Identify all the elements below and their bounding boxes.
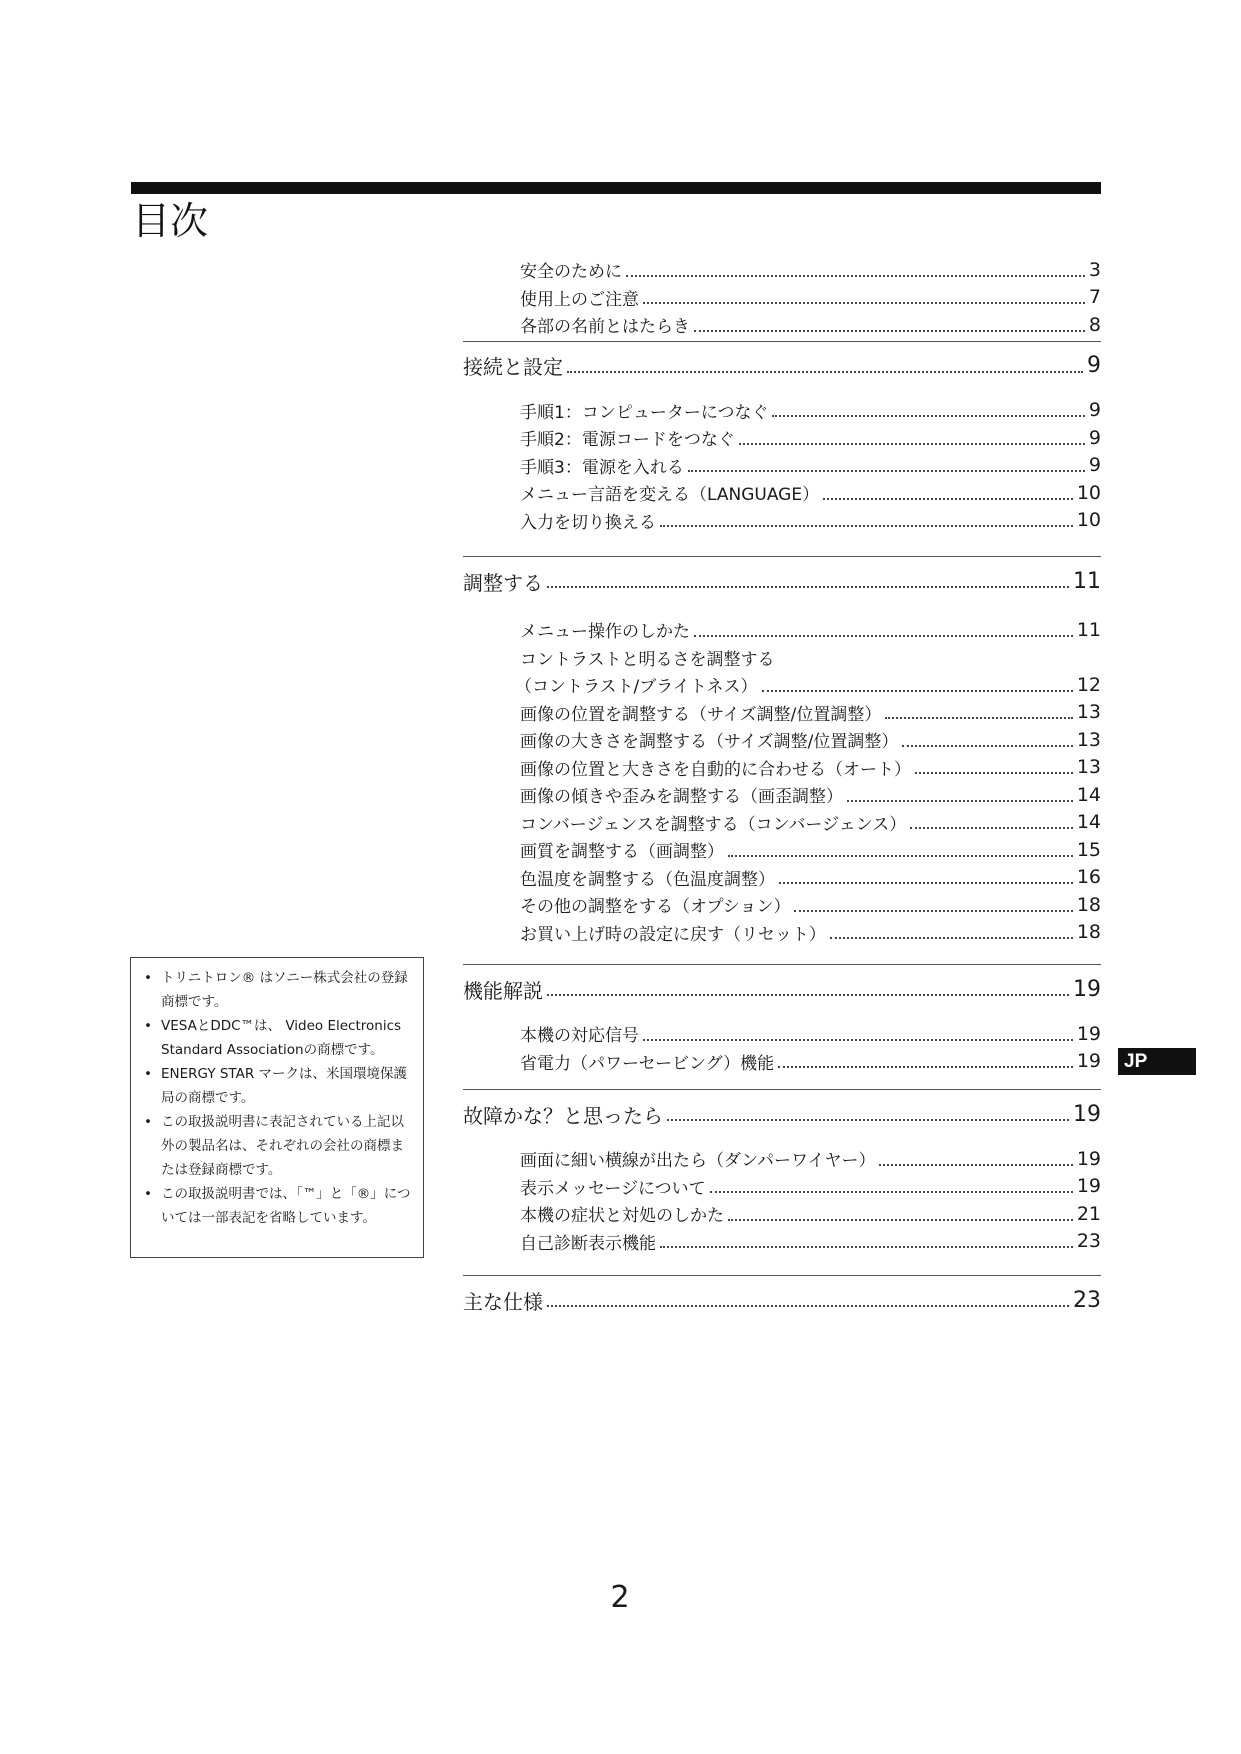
note-item: • VESAとDDC™は、 Video Electronics Standard Associationの商標です。 — [141, 1014, 413, 1062]
toc-entry[interactable] — [463, 1020, 1101, 1048]
toc-chapter-page: 19 — [1073, 1101, 1101, 1127]
toc-entry-label: 表示メッセージについて — [520, 1178, 706, 1199]
dot-leader — [847, 800, 1073, 802]
toc-chapter-label: 主な仕様 — [463, 1289, 543, 1314]
toc-entry[interactable] — [463, 836, 1101, 864]
toc-chapter-features[interactable] — [463, 970, 1101, 1008]
toc-specs-group — [463, 1275, 1101, 1319]
toc-trouble-group — [463, 1089, 1101, 1255]
toc-entry[interactable] — [463, 452, 1101, 480]
toc-entry-page: 9 — [1088, 426, 1101, 449]
toc-entry[interactable] — [463, 919, 1101, 947]
toc-entry-label: その他の調整をする（オプション） — [520, 897, 791, 918]
toc-entry-page: 10 — [1076, 509, 1101, 532]
toc-intro-group — [463, 256, 1101, 339]
note-item: • この取扱説明書では、「™」と「®」については一部表記を省略しています。 — [141, 1182, 413, 1230]
toc-entry-line[interactable]: コントラストと明るさを調整する — [520, 649, 775, 670]
toc-entry-label: 画像の傾きや歪みを調整する（画歪調整） — [520, 787, 843, 808]
toc-chapter-page: 23 — [1073, 1287, 1101, 1313]
toc-entry[interactable] — [463, 1173, 1101, 1201]
page-number: 2 — [610, 1580, 630, 1615]
toc-entry-page: 13 — [1076, 728, 1101, 751]
toc-entry-label: メニュー言語を変える（LANGUAGE） — [520, 485, 820, 506]
toc-chapter-page: 19 — [1073, 976, 1101, 1002]
toc-entry-page: 11 — [1076, 618, 1101, 641]
toc-entry-page: 3 — [1088, 258, 1101, 281]
trademark-notes-list — [141, 966, 413, 1230]
toc-entry-label: 色温度を調整する（色温度調整） — [520, 869, 775, 890]
toc-entry[interactable] — [463, 256, 1101, 284]
dot-leader — [910, 827, 1073, 829]
toc-entry-label: 手順1：コンピューターにつなぐ — [520, 402, 769, 423]
dot-leader — [728, 1219, 1073, 1221]
toc-entry[interactable] — [463, 809, 1101, 837]
toc-entry[interactable] — [463, 671, 1101, 699]
toc-entry[interactable] — [463, 864, 1101, 892]
toc-entry[interactable] — [463, 479, 1101, 507]
toc-entry[interactable] — [463, 1228, 1101, 1256]
toc-entry-page: 7 — [1088, 286, 1101, 309]
toc-chapter-connect[interactable] — [463, 347, 1101, 385]
language-tab: JP — [1118, 1048, 1196, 1075]
dot-leader — [694, 635, 1073, 637]
dot-leader — [902, 745, 1072, 747]
toc-entry[interactable] — [463, 781, 1101, 809]
toc-entry-page: 16 — [1076, 866, 1101, 889]
dot-leader — [879, 1164, 1072, 1166]
toc-entry-label: 画像の位置と大きさを自動的に合わせる（オート） — [520, 759, 911, 780]
toc-entry[interactable] — [463, 397, 1101, 425]
note-item: • この取扱説明書に表記されている上記以外の製品名は、それぞれの会社の商標または登録商標です。 — [141, 1110, 413, 1182]
dot-leader — [885, 717, 1072, 719]
dot-leader — [778, 1066, 1073, 1068]
toc-entry-label: 省電力（パワーセービング）機能 — [520, 1053, 775, 1074]
toc-entry-label: 画像の大きさを調整する（サイズ調整/位置調整） — [520, 732, 899, 753]
toc-entry[interactable] — [463, 616, 1101, 644]
toc-entry[interactable] — [463, 1145, 1101, 1173]
toc-entry[interactable] — [463, 284, 1101, 312]
dot-leader — [547, 586, 1069, 588]
toc-chapter-label: 機能解説 — [463, 978, 543, 1003]
toc-adjust-group — [463, 556, 1101, 946]
toc-chapter-label: 故障かな？と思ったら — [463, 1103, 663, 1128]
dot-leader — [694, 330, 1085, 332]
toc-entry-page: 18 — [1076, 893, 1101, 916]
toc-entry-page: 19 — [1076, 1050, 1101, 1073]
toc-entry[interactable] — [463, 311, 1101, 339]
toc-entry-label: 各部の名前とはたらき — [520, 317, 690, 338]
page-title: 目次 — [132, 199, 209, 243]
toc-chapter-label: 調整する — [463, 570, 543, 595]
toc-entry-page: 13 — [1076, 701, 1101, 724]
dot-leader — [547, 1305, 1069, 1307]
dot-leader — [762, 690, 1073, 692]
toc-entry-label: 画像の位置を調整する（サイズ調整/位置調整） — [520, 704, 882, 725]
top-rule — [131, 182, 1101, 194]
toc-entry[interactable] — [463, 1048, 1101, 1076]
toc-entry-label: 入力を切り換える — [520, 512, 656, 533]
toc-entry[interactable] — [463, 726, 1101, 754]
toc-entry-page: 19 — [1076, 1175, 1101, 1198]
toc-entry-page: 18 — [1076, 921, 1101, 944]
toc-chapter-label: 接続と設定 — [463, 355, 563, 379]
trademark-notes-box — [130, 957, 424, 1258]
toc-chapter-adjust[interactable] — [463, 562, 1101, 600]
toc-entry-label: 安全のために — [520, 262, 622, 283]
toc-entry-page: 14 — [1076, 783, 1101, 806]
toc-entry-label: 本機の対応信号 — [520, 1026, 639, 1047]
dot-leader — [643, 1039, 1073, 1041]
toc-features-group — [463, 964, 1101, 1075]
toc-chapter-trouble[interactable] — [463, 1095, 1101, 1133]
toc-entry-label: 手順3：電源を入れる — [520, 457, 684, 478]
toc-entry-page: 13 — [1076, 756, 1101, 779]
toc-chapter-page: 11 — [1073, 568, 1101, 594]
toc-entry-page: 21 — [1076, 1202, 1101, 1225]
toc-entry-page: 10 — [1076, 481, 1101, 504]
toc-entry-page: 12 — [1076, 673, 1101, 696]
dot-leader — [710, 1191, 1073, 1193]
toc-entry-label: 画質を調整する（画調整） — [520, 842, 724, 863]
dot-leader — [823, 498, 1073, 500]
toc-connect-group — [463, 341, 1101, 535]
toc-chapter-page: 9 — [1087, 353, 1101, 378]
dot-leader — [739, 443, 1085, 445]
dot-leader — [567, 371, 1083, 373]
dot-leader — [794, 910, 1072, 912]
toc-entry[interactable] — [463, 1200, 1101, 1228]
toc-entry-label: （コントラスト/ブライトネス） — [515, 677, 758, 698]
toc-entry-page: 9 — [1088, 454, 1101, 477]
toc-entry-label: メニュー操作のしかた — [520, 622, 690, 643]
toc-entry-page: 14 — [1076, 811, 1101, 834]
table-of-contents — [463, 256, 1101, 1319]
toc-entry-page: 9 — [1088, 399, 1101, 422]
dot-leader — [667, 1119, 1069, 1121]
toc-chapter-specs[interactable] — [463, 1281, 1101, 1319]
toc-entry-label: 使用上のご注意 — [520, 289, 639, 310]
toc-entry[interactable] — [463, 754, 1101, 782]
toc-entry[interactable] — [463, 424, 1101, 452]
toc-entry-label: コンバージェンスを調整する（コンバージェンス） — [520, 814, 907, 835]
note-item: • ENERGY STAR マークは、米国環境保護局の商標です。 — [141, 1062, 413, 1110]
toc-entry-label: 画面に細い横線が出たら（ダンパーワイヤー） — [520, 1151, 876, 1172]
dot-leader — [688, 470, 1085, 472]
dot-leader — [626, 275, 1085, 277]
dot-leader — [915, 772, 1073, 774]
dot-leader — [779, 882, 1073, 884]
toc-entry-label: 本機の症状と対処のしかた — [520, 1206, 724, 1227]
toc-entry-page: 19 — [1076, 1022, 1101, 1045]
dot-leader — [660, 1246, 1073, 1248]
toc-entry-label: お買い上げ時の設定に戻す（リセット） — [520, 924, 826, 945]
toc-entry-page: 19 — [1076, 1147, 1101, 1170]
toc-entry-label: 自己診断表示機能 — [520, 1233, 656, 1254]
dot-leader — [660, 525, 1073, 527]
dot-leader — [830, 937, 1073, 939]
toc-entry[interactable] — [463, 507, 1101, 535]
toc-entry-page: 15 — [1076, 838, 1101, 861]
toc-entry-label: 手順2：電源コードをつなぐ — [520, 430, 735, 451]
dot-leader — [772, 415, 1084, 417]
toc-entry[interactable] — [463, 699, 1101, 727]
dot-leader — [643, 302, 1085, 304]
dot-leader — [728, 855, 1073, 857]
dot-leader — [547, 994, 1069, 996]
note-item: • トリニトロン® はソニー株式会社の登録商標です。 — [141, 966, 413, 1014]
toc-entry-page: 23 — [1076, 1230, 1101, 1253]
toc-entry-page: 8 — [1088, 313, 1101, 336]
toc-entry[interactable] — [463, 891, 1101, 919]
